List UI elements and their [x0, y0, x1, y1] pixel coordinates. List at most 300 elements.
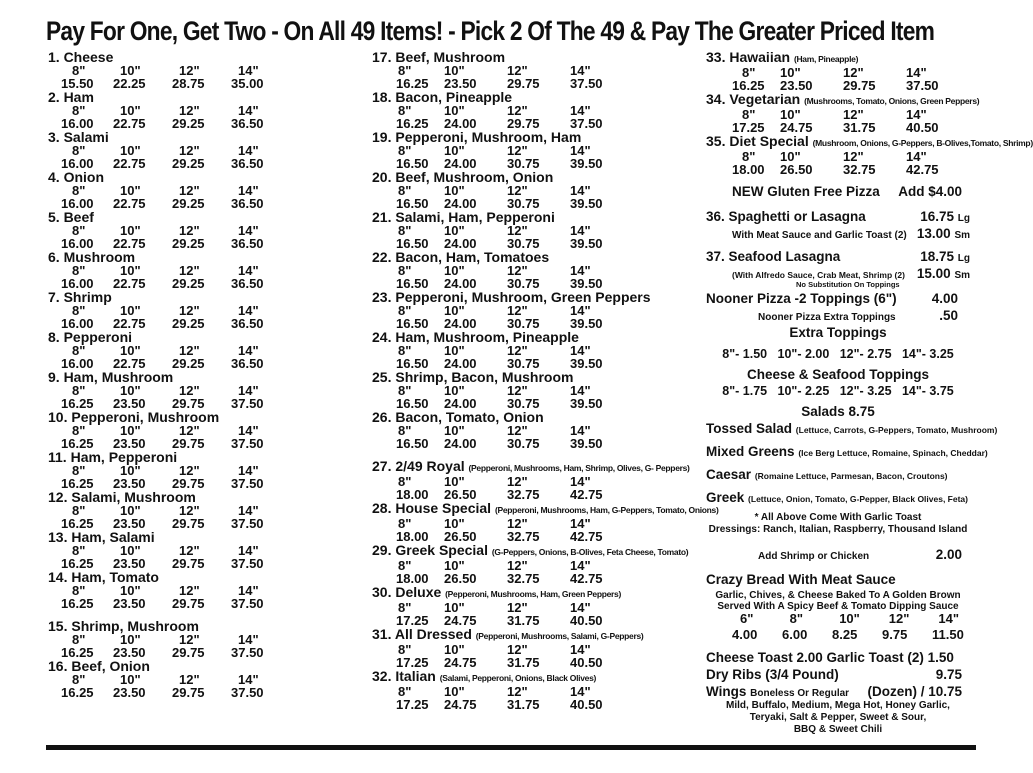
- price-value: 24.00: [444, 156, 477, 171]
- size-label: 10": [120, 303, 141, 318]
- size-label: 14": [570, 343, 591, 358]
- size-label: 10": [444, 63, 465, 78]
- size-label: 14": [570, 600, 591, 615]
- wings-desc: Boneless Or Regular: [750, 688, 850, 699]
- menu-item-name: [372, 130, 702, 144]
- nooner-extra-label: Nooner Pizza Extra Toppings: [758, 312, 896, 323]
- price-value: 23.50: [113, 685, 146, 700]
- size-label: 14": [238, 183, 259, 198]
- menu-item: [48, 210, 348, 250]
- price-value: 16.25: [61, 685, 94, 700]
- size-label: 14": [570, 684, 591, 699]
- size-label: 8": [72, 383, 86, 398]
- menu-item-title: 20. Beef, Mushroom, Onion: [372, 169, 554, 185]
- size-label: 8": [398, 103, 412, 118]
- size-label: 12": [843, 149, 864, 164]
- price-value: 39.50: [570, 356, 603, 371]
- ribs-label: Dry Ribs (3/4 Pound): [706, 667, 839, 682]
- size-label: 8": [72, 183, 86, 198]
- price-value: 37.50: [231, 556, 264, 571]
- size-label: 14": [570, 263, 591, 278]
- size-label: 10": [444, 642, 465, 657]
- size-label: 14": [238, 303, 259, 318]
- menu-item-name: [706, 92, 988, 108]
- wings-price: (Dozen) / 10.75: [867, 684, 962, 699]
- size-label: 14": [238, 463, 259, 478]
- price-value: 17.25: [732, 120, 765, 135]
- menu-item: [48, 50, 348, 90]
- caesar-row: [706, 466, 988, 483]
- size-label: 14": [238, 583, 259, 598]
- size-label: 10": [444, 143, 465, 158]
- size-label: 8": [72, 343, 86, 358]
- menu-item-title: 5. Beef: [48, 209, 94, 225]
- price-value: 23.50: [113, 596, 146, 611]
- crazy-bread-desc-2: Served With A Spicy Beef & Tomato Dipping Sauce: [717, 601, 959, 612]
- menu-item-title: 8. Pepperoni: [48, 329, 133, 345]
- size-label: 12": [179, 63, 200, 78]
- price-value: 26.50: [444, 487, 477, 502]
- price-value: 36.50: [231, 276, 264, 291]
- menu-item: [372, 130, 702, 170]
- size-label: 12": [507, 516, 528, 531]
- price-value: 37.50: [231, 645, 264, 660]
- size-label: 12": [507, 183, 528, 198]
- price-value: 22.75: [113, 356, 146, 371]
- size-label: 10": [120, 343, 141, 358]
- seafood-lg-price: 18.75: [920, 249, 955, 264]
- menu-item-name: [48, 170, 348, 184]
- size-label: 12": [507, 223, 528, 238]
- size-label: 10": [780, 65, 801, 80]
- menu-item-name: [372, 330, 702, 344]
- price-value: 37.50: [570, 116, 603, 131]
- price-value: 29.75: [172, 436, 205, 451]
- price-value: 23.50: [113, 476, 146, 491]
- size-label: 12": [179, 343, 200, 358]
- menu-item-desc: (Mushrooms, Tomato, Onions, Green Peppers): [804, 96, 980, 106]
- price-value: 23.50: [113, 556, 146, 571]
- price-value: 29.75: [172, 645, 205, 660]
- menu-item: [48, 530, 348, 570]
- menu-item: [372, 543, 702, 585]
- lg-unit: Lg: [957, 213, 970, 224]
- price-value: 30.75: [507, 276, 540, 291]
- menu-item-name: [706, 50, 988, 66]
- menu-item: [706, 92, 988, 134]
- size-label: 12": [507, 474, 528, 489]
- cheese-seafood-heading: Cheese & Seafood Toppings: [746, 367, 930, 382]
- price-value: 29.25: [172, 236, 205, 251]
- size-label: 8": [398, 63, 412, 78]
- menu-item-name: [372, 210, 702, 224]
- size-label: 10": [120, 423, 141, 438]
- menu-item-title: 14. Ham, Tomato: [48, 569, 159, 585]
- menu-item-title: 25. Shrimp, Bacon, Mushroom: [372, 369, 574, 385]
- menu-item: [48, 619, 348, 659]
- size-label: 8": [398, 143, 412, 158]
- spaghetti-item: [706, 208, 988, 242]
- mixed-desc: (Ice Berg Lettuce, Romaine, Spinach, Cheddar): [798, 448, 988, 458]
- price-value: 22.75: [113, 316, 146, 331]
- menu-item-title: 22. Bacon, Ham, Tomatoes: [372, 249, 550, 265]
- crazy-size-label: 8": [789, 611, 803, 626]
- tossed-desc: (Lettuce, Carrots, G-Peppers, Tomato, Mushroom): [795, 425, 998, 435]
- menu-item-title: 1. Cheese: [48, 49, 114, 65]
- size-label: 10": [120, 223, 141, 238]
- price-value: 29.25: [172, 356, 205, 371]
- price-value: 22.75: [113, 236, 146, 251]
- price-value: 16.25: [61, 476, 94, 491]
- price-value: 37.50: [570, 76, 603, 91]
- price-value: 31.75: [507, 697, 540, 712]
- menu-item-name: [372, 50, 702, 64]
- crazy-price-value: 4.00: [732, 627, 758, 642]
- size-label: 10": [444, 558, 465, 573]
- size-label: 10": [120, 503, 141, 518]
- size-label: 8": [398, 642, 412, 657]
- menu-item-title: 28. House Special: [372, 500, 492, 516]
- crazy-bread-desc-1: Garlic, Chives, & Cheese Baked To A Golden Brown: [715, 590, 961, 601]
- spaghetti-lg-price: 16.75: [920, 209, 955, 224]
- price-value: 24.75: [444, 655, 477, 670]
- menu-item-title: 24. Ham, Mushroom, Pineapple: [372, 329, 579, 345]
- seafood-desc: (With Alfredo Sauce, Crab Meat, Shrimp (2): [732, 270, 905, 280]
- menu-item-title: 15. Shrimp, Mushroom: [48, 618, 199, 634]
- menu-item: [706, 50, 988, 92]
- size-label: 10": [120, 463, 141, 478]
- size-label: 8": [72, 543, 86, 558]
- size-label: 8": [398, 183, 412, 198]
- gluten-free-row: [706, 183, 988, 200]
- menu-item-name: [372, 170, 702, 184]
- nooner-label: Nooner Pizza -2 Toppings (6"): [706, 291, 897, 306]
- menu-item: [48, 170, 348, 210]
- crazy-size-label: 6": [740, 611, 754, 626]
- size-label: 8": [72, 303, 86, 318]
- size-label: 10": [120, 583, 141, 598]
- salads-heading: Salads 8.75: [801, 404, 875, 419]
- size-label: 12": [507, 63, 528, 78]
- mixed-greens-row: [706, 443, 988, 460]
- menu-item-name: [706, 133, 1033, 150]
- price-value: 23.50: [113, 516, 146, 531]
- menu-item: [48, 410, 348, 450]
- crazy-price-value: 9.75: [882, 627, 908, 642]
- size-label: 10": [120, 183, 141, 198]
- menu-item-title: 16. Beef, Onion: [48, 658, 150, 674]
- menu-item-title: 27. 2/49 Royal: [372, 458, 465, 474]
- price-value: 36.50: [231, 236, 264, 251]
- menu-item: [48, 250, 348, 290]
- menu-item-name: [48, 290, 348, 304]
- price-value: 18.00: [396, 529, 429, 544]
- menu-item-title: 9. Ham, Mushroom: [48, 369, 174, 385]
- size-label: 14": [906, 107, 927, 122]
- size-label: 10": [120, 632, 141, 647]
- price-value: 16.25: [61, 556, 94, 571]
- price-value: 22.75: [113, 116, 146, 131]
- size-label: 14": [238, 63, 259, 78]
- menu-item-name: [372, 410, 702, 424]
- price-value: 18.00: [396, 487, 429, 502]
- size-label: 12": [179, 383, 200, 398]
- menu-item-name: [372, 669, 702, 685]
- size-label: 12": [179, 143, 200, 158]
- menu-item-name: [48, 410, 348, 424]
- price-value: 40.50: [906, 120, 939, 135]
- size-label: 14": [570, 423, 591, 438]
- size-label: 14": [238, 632, 259, 647]
- size-label: 8": [398, 516, 412, 531]
- price-value: 30.75: [507, 316, 540, 331]
- price-value: 17.25: [396, 655, 429, 670]
- price-value: 29.75: [172, 556, 205, 571]
- menu-item: [372, 90, 702, 130]
- menu-item-title: 17. Beef, Mushroom: [372, 49, 506, 65]
- size-label: 10": [444, 343, 465, 358]
- crazy-size-label: 10": [839, 611, 860, 626]
- size-label: 12": [179, 423, 200, 438]
- price-value: 24.75: [444, 613, 477, 628]
- size-label: 12": [507, 343, 528, 358]
- size-label: 14": [906, 65, 927, 80]
- price-value: 23.50: [113, 645, 146, 660]
- price-value: 31.75: [507, 655, 540, 670]
- menu-item: [372, 459, 702, 501]
- menu-item: [372, 50, 702, 90]
- price-value: 16.50: [396, 196, 429, 211]
- price-value: 16.25: [396, 76, 429, 91]
- price-value: 23.50: [780, 78, 813, 93]
- menu-item: [48, 90, 348, 130]
- price-value: 24.00: [444, 316, 477, 331]
- menu-item-title: 19. Pepperoni, Mushroom, Ham: [372, 129, 582, 145]
- crazy-size-label: 14": [938, 611, 959, 626]
- price-value: 24.00: [444, 276, 477, 291]
- size-label: 14": [570, 474, 591, 489]
- price-value: 39.50: [570, 156, 603, 171]
- ribs-price: 9.75: [935, 667, 962, 682]
- size-label: 12": [179, 672, 200, 687]
- price-value: 16.00: [61, 316, 94, 331]
- menu-headline: Pay For One, Get Two - On All 49 Items! - Pick 2 Of The 49 & Pay The Greater Priced Item: [46, 16, 935, 46]
- menu-item-name: [372, 250, 702, 264]
- size-label: 14": [238, 543, 259, 558]
- price-value: 30.75: [507, 196, 540, 211]
- size-label: 12": [179, 223, 200, 238]
- price-value: 30.75: [507, 396, 540, 411]
- menu-item: [372, 290, 702, 330]
- tossed-label: Tossed Salad: [706, 421, 793, 436]
- seafood-sm-price: 15.00: [916, 266, 951, 281]
- menu-item-name: [48, 490, 348, 504]
- menu-item-name: [48, 370, 348, 384]
- price-value: 29.75: [507, 116, 540, 131]
- size-label: 14": [238, 503, 259, 518]
- menu-item-title: 21. Salami, Ham, Pepperoni: [372, 209, 555, 225]
- price-value: 35.00: [231, 76, 264, 91]
- menu-item-title: 7. Shrimp: [48, 289, 112, 305]
- price-value: 40.50: [570, 697, 603, 712]
- size-label: 14": [570, 183, 591, 198]
- price-value: 29.25: [172, 276, 205, 291]
- crazy-bread-heading: Crazy Bread With Meat Sauce: [706, 572, 896, 587]
- price-value: 39.50: [570, 436, 603, 451]
- price-value: 17.25: [396, 697, 429, 712]
- price-value: 29.25: [172, 196, 205, 211]
- price-value: 26.50: [444, 571, 477, 586]
- menu-item-title: 2. Ham: [48, 89, 94, 105]
- mixed-label: Mixed Greens: [706, 444, 795, 459]
- size-label: 8": [72, 583, 86, 598]
- seafood-label: 37. Seafood Lasagna: [706, 249, 841, 264]
- size-label: 14": [570, 103, 591, 118]
- size-label: 8": [398, 600, 412, 615]
- crazy-price-value: 8.25: [832, 627, 858, 642]
- menu-item-desc: (Pepperoni, Mushrooms, Ham, G-Peppers, Tomato, Onions): [494, 505, 719, 515]
- size-label: 12": [507, 423, 528, 438]
- menu-item-desc: (Pepperoni, Mushrooms, Ham, Shrimp, Olives, G- Peppers): [468, 463, 690, 473]
- menu-item-name: [48, 530, 348, 544]
- add-shrimp-label: Add Shrimp or Chicken: [758, 551, 870, 562]
- price-value: 26.50: [444, 529, 477, 544]
- menu-item-title: 33. Hawaiian: [706, 49, 791, 65]
- size-label: 8": [742, 149, 756, 164]
- add-shrimp-row: [706, 546, 962, 563]
- garlic-toast-note: * All Above Come With Garlic Toast: [754, 512, 922, 523]
- size-label: 14": [238, 223, 259, 238]
- size-label: 8": [72, 632, 86, 647]
- price-value: 24.00: [444, 236, 477, 251]
- size-label: 10": [444, 103, 465, 118]
- size-label: 12": [179, 103, 200, 118]
- size-label: 10": [444, 383, 465, 398]
- size-label: 14": [238, 343, 259, 358]
- size-label: 8": [72, 223, 86, 238]
- menu-item-desc: (Mushroom, Onions, G-Peppers, B-Olives,Tomato, Shrimp): [812, 138, 1033, 148]
- price-row: [372, 437, 702, 450]
- size-label: 8": [398, 303, 412, 318]
- price-value: 39.50: [570, 196, 603, 211]
- wings-label: Wings: [706, 684, 747, 699]
- size-label: 8": [398, 423, 412, 438]
- menu-item-title: 13. Ham, Salami: [48, 529, 155, 545]
- size-label: 10": [444, 183, 465, 198]
- size-label: 14": [570, 558, 591, 573]
- menu-item-desc: (G-Peppers, Onions, B-Olives, Feta Cheese, Tomato): [491, 547, 689, 557]
- price-value: 29.75: [172, 685, 205, 700]
- price-value: 29.25: [172, 156, 205, 171]
- size-label: 8": [72, 263, 86, 278]
- size-label: 12": [507, 642, 528, 657]
- price-value: 37.50: [231, 436, 264, 451]
- size-label: 12": [507, 383, 528, 398]
- menu-item: [372, 585, 702, 627]
- size-label: 8": [72, 503, 86, 518]
- crazy-price-value: 11.50: [932, 627, 964, 642]
- menu-item-title: 18. Bacon, Pineapple: [372, 89, 513, 105]
- price-value: 18.00: [732, 162, 765, 177]
- menu-item: [48, 570, 348, 610]
- size-label: 12": [179, 583, 200, 598]
- size-label: 12": [179, 543, 200, 558]
- price-value: 30.75: [507, 156, 540, 171]
- cheese-seafood-prices: 8"- 1.75 10"- 2.25 12"- 3.25 14"- 3.75: [722, 384, 954, 398]
- crazy-size-label: 12": [888, 611, 910, 626]
- price-value: 16.50: [396, 356, 429, 371]
- size-label: 12": [179, 303, 200, 318]
- price-value: 42.75: [570, 571, 603, 586]
- gluten-free-label: NEW Gluten Free Pizza: [732, 184, 880, 199]
- nooner-price: 4.00: [931, 291, 958, 306]
- size-label: 12": [179, 463, 200, 478]
- size-label: 12": [507, 600, 528, 615]
- price-value: 16.25: [61, 645, 94, 660]
- menu-item-title: 32. Italian: [372, 668, 436, 684]
- price-value: 37.50: [231, 476, 264, 491]
- price-value: 22.75: [113, 196, 146, 211]
- price-value: 29.75: [172, 476, 205, 491]
- price-value: 42.75: [570, 529, 603, 544]
- menu-item-name: [48, 90, 348, 104]
- bottom-rule: [46, 745, 976, 750]
- size-label: 10": [120, 143, 141, 158]
- menu-item-title: 34. Vegetarian: [706, 91, 801, 107]
- price-value: 24.00: [444, 396, 477, 411]
- menu-item-desc: (Pepperoni, Mushrooms, Salami, G-Peppers): [475, 631, 644, 641]
- price-value: 24.00: [444, 196, 477, 211]
- size-label: 10": [120, 383, 141, 398]
- size-label: 12": [507, 684, 528, 699]
- menu-item-title: 29. Greek Special: [372, 542, 488, 558]
- greek-desc: (Lettuce, Onion, Tomato, G-Pepper, Black Olives, Feta): [748, 494, 968, 504]
- size-label: 8": [72, 423, 86, 438]
- size-label: 8": [742, 65, 756, 80]
- size-label: 14": [238, 672, 259, 687]
- gluten-free-price: Add $4.00: [898, 184, 962, 199]
- price-value: 16.25: [61, 436, 94, 451]
- price-value: 31.75: [843, 120, 876, 135]
- price-row: [48, 597, 348, 610]
- price-row: [372, 698, 702, 711]
- price-value: 16.50: [396, 276, 429, 291]
- price-row: [48, 686, 348, 699]
- nooner-row: [706, 290, 958, 307]
- price-value: 36.50: [231, 156, 264, 171]
- menu-item: [48, 130, 348, 170]
- size-label: 14": [238, 383, 259, 398]
- price-value: 29.25: [172, 116, 205, 131]
- wings-flavors-3: BBQ & Sweet Chili: [793, 724, 883, 735]
- size-label: 10": [444, 263, 465, 278]
- size-label: 10": [120, 672, 141, 687]
- size-label: 10": [444, 600, 465, 615]
- price-value: 16.50: [396, 436, 429, 451]
- caesar-label: Caesar: [706, 467, 752, 482]
- price-value: 29.75: [507, 76, 540, 91]
- sm-unit: Sm: [954, 270, 970, 281]
- size-label: 12": [843, 65, 864, 80]
- menu-item-name: [48, 619, 348, 633]
- menu-item-name: [372, 543, 702, 559]
- price-value: 32.75: [507, 571, 540, 586]
- size-label: 8": [398, 263, 412, 278]
- size-label: 8": [398, 474, 412, 489]
- menu-item-name: [372, 585, 702, 601]
- size-label: 12": [843, 107, 864, 122]
- size-label: 8": [72, 463, 86, 478]
